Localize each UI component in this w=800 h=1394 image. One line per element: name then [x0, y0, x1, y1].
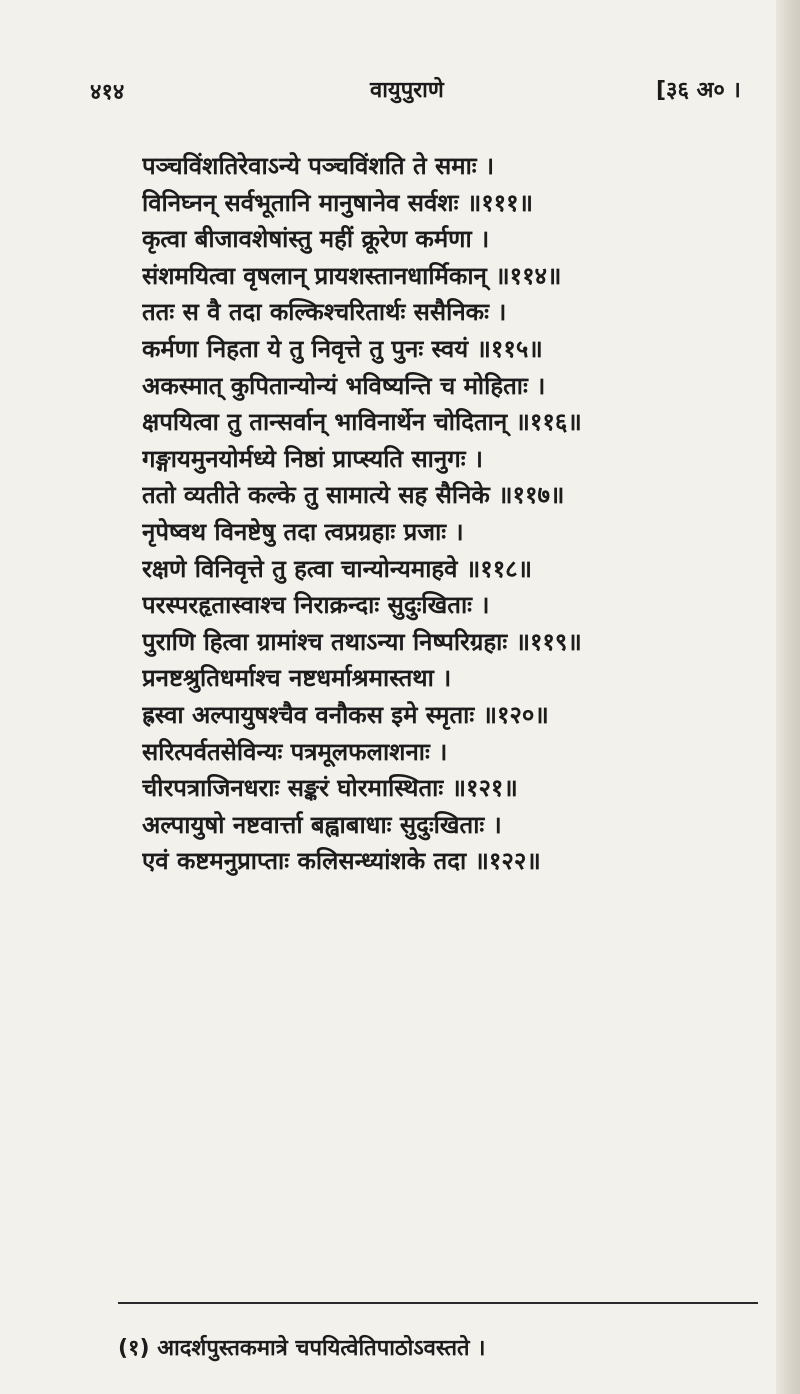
verse-line: चीरपत्राजिनधराः सङ्करं घोरमास्थिताः ॥१२१॥: [142, 774, 518, 803]
running-header: [0, 72, 800, 112]
verse-line: प्रनष्टश्रुतिधर्माश्च नष्टधर्माश्रमास्तथा ।: [142, 664, 452, 693]
verse-block: [142, 148, 742, 880]
verse-line: परस्परहृतास्वाश्च निराक्रन्दाः सुदुःखिताः ।: [142, 591, 490, 620]
verse-line: कर्मणा निहता ये तु निवृत्ते तु पुनः स्वयं ॥११५॥: [142, 334, 543, 363]
running-title: वायुपुराणे: [370, 78, 444, 103]
verse-line: रक्षणे विनिवृत्ते तु हत्वा चान्योन्यमाहवे ॥११८॥: [142, 554, 533, 583]
verse-line: अल्पायुषो नष्टवार्त्ता बह्वाबाधाः सुदुःखिताः ।: [142, 810, 502, 839]
verse-line: ह्रस्वा अल्पायुषश्चैव वनौकस इमे स्मृताः ॥१२०॥: [142, 700, 549, 729]
verse-line: नृपेष्वथ विनष्टेषु तदा त्वप्रग्रहाः प्रजाः ।: [142, 517, 464, 546]
footnote: (१) आदर्शपुस्तकमात्रे चपयित्वेतिपाठोऽवस्तते ।: [118, 1336, 486, 1361]
verse-line: कृत्वा बीजावशेषांस्तु महीं क्रूरेण कर्मणा ।: [142, 225, 490, 254]
verse-line: सरित्पर्वतसेविन्यः पत्रमूलफलाशनाः ।: [142, 737, 448, 766]
page-number: ४१४: [90, 80, 125, 105]
verse-line: पुराणि हित्वा ग्रामांश्च तथाऽन्या निष्परिग्रहाः ॥११९॥: [142, 627, 582, 656]
verse-line: गङ्गायमुनयोर्मध्ये निष्ठां प्राप्स्यति सानुगः ।: [142, 444, 484, 473]
verse-line: अकस्मात् कुपितान्योन्यं भविष्यन्ति च मोहिताः ।: [142, 371, 546, 400]
verse-line: क्षपयित्वा तु तान्सर्वान् भाविनार्थेन चोदितान् ॥११६॥: [142, 408, 582, 437]
footnote-divider: [118, 1302, 758, 1304]
verse-line: पञ्चविंशतिरेवाऽन्ये पञ्चविंशति ते समाः ।: [142, 152, 495, 180]
verse-line: एवं कष्टमनुप्राप्ताः कलिसन्ध्यांशके तदा ॥१२२॥: [142, 847, 541, 876]
page-edge-shadow: [776, 0, 800, 1394]
verse-line: ततो व्यतीते कल्के तु सामात्ये सह सैनिके ॥११७॥: [142, 481, 565, 510]
verse-line: विनिघ्नन् सर्वभूतानि मानुषानेव सर्वशः ॥१११॥: [142, 188, 534, 217]
verse-line: संशमयित्वा वृषलान् प्रायशस्तानधार्मिकान् ॥११४॥: [142, 261, 562, 290]
verse-line: ततः स वै तदा कल्किश्चरितार्थः ससैनिकः ।: [142, 298, 507, 327]
chapter-reference: [३६ अ० ।: [656, 78, 741, 103]
